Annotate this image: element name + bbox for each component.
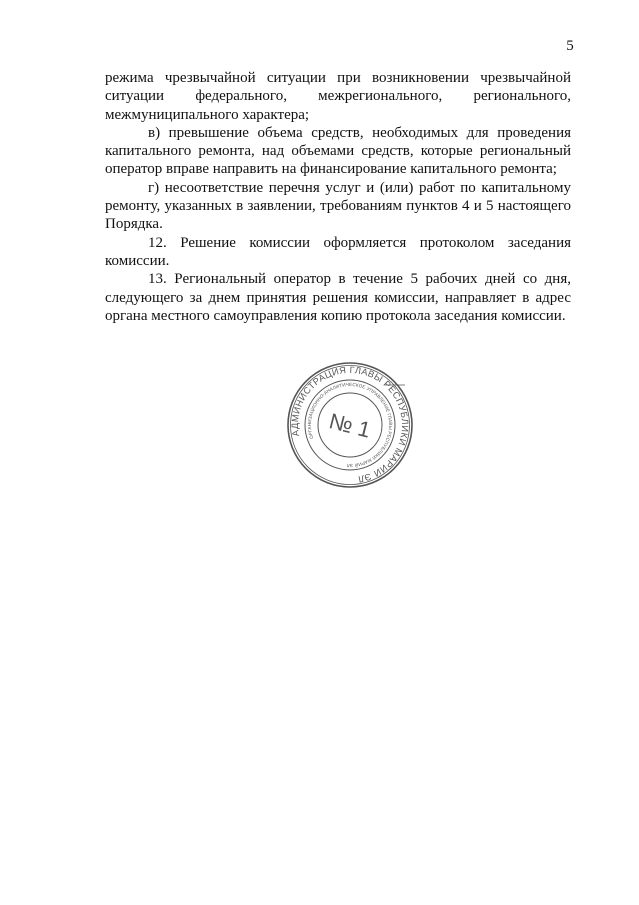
document-body bbox=[105, 69, 571, 325]
page-number: 5 bbox=[566, 38, 574, 54]
seal-inner-text: ОРГАНИЗАЦИОННО-АНАЛИТИЧЕСКОЕ УПРАВЛЕНИЕ ГЛАВЫ РЕСПУБЛИКИ МАРИЙ ЭЛ bbox=[306, 381, 394, 469]
seal-graphic bbox=[285, 360, 415, 490]
paragraph-item-v: в) превышение объема средств, необходимых для проведения капитального ремонта, над объемами средств, которые региональный оператор вправе направить на финансирование капитального ремонта; bbox=[105, 124, 571, 178]
official-seal-stamp bbox=[285, 360, 415, 490]
seal-center-number: № 1 bbox=[326, 408, 374, 443]
paragraph-item-g: г) несоответствие перечня услуг и (или) работ по капитальному ремонту, указанных в заявлении, требованиям пунктов 4 и 5 настоящего Порядка. bbox=[105, 179, 571, 233]
paragraph-13: 13. Региональный оператор в течение 5 рабочих дней со дня, следующего за днем принятия решения комиссии, направляет в адрес органа местного самоуправления копию протокола заседания комиссии. bbox=[105, 271, 571, 324]
seal-outer-text: АДМИНИСТРАЦИЯ ГЛАВЫ РЕСПУБЛИКИ МАРИЙ ЭЛ bbox=[289, 364, 411, 485]
paragraph-continuation: режима чрезвычайной ситуации при возникновении чрезвычайной ситуации федерального, межрегионального, регионального, межмуниципального характера; bbox=[105, 70, 571, 123]
paragraph-12: 12. Решение комиссии оформляется протоколом заседания комиссии. bbox=[105, 234, 571, 269]
